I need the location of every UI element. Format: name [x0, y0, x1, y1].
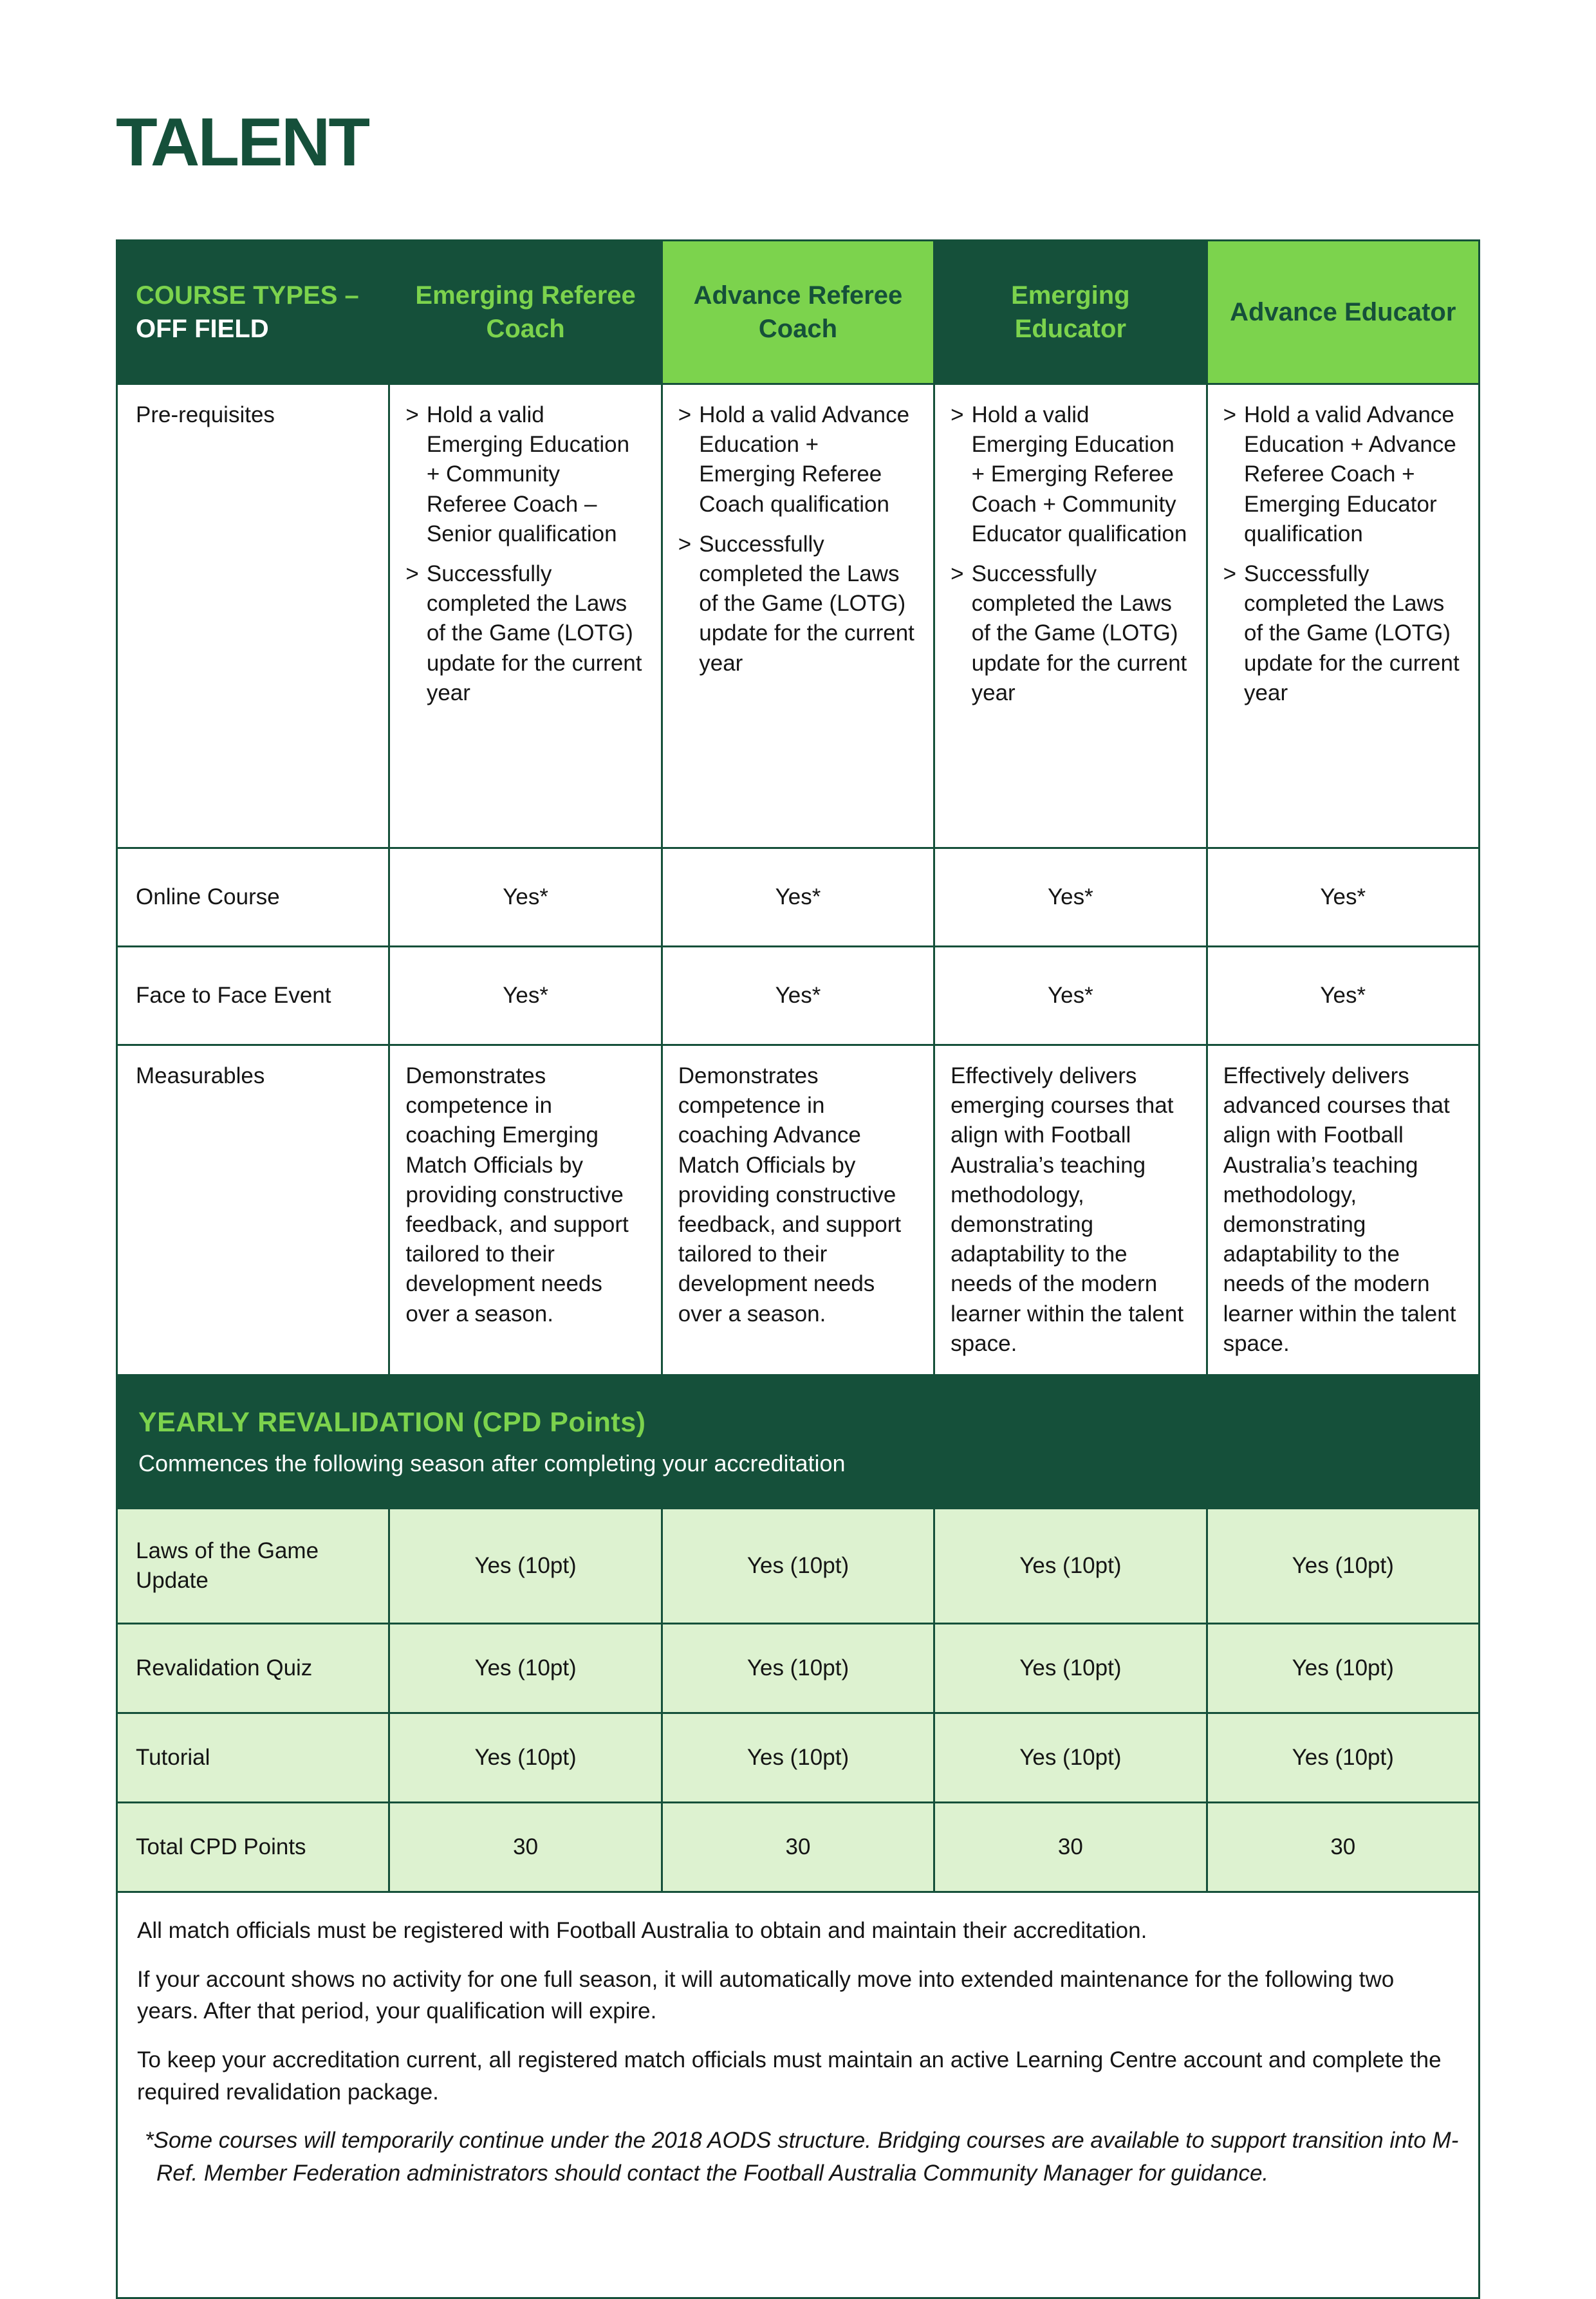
tutorial-row — [117, 1713, 1480, 1802]
laws-update-value: Yes (10pt) — [662, 1508, 934, 1623]
header-advance-educator: Advance Educator — [1207, 241, 1479, 384]
laws-update-value: Yes (10pt) — [389, 1508, 662, 1623]
face-to-face-value: Yes* — [1207, 947, 1479, 1045]
bullet-item — [678, 530, 918, 678]
prerequisites-advance-referee-coach — [662, 384, 934, 848]
header-emerging-referee-coach: Emerging Referee Coach — [389, 241, 662, 384]
face-to-face-label: Face to Face Event — [117, 947, 389, 1045]
bullet-item — [1223, 400, 1463, 549]
online-course-row — [117, 848, 1480, 947]
bullet-text: Successfully completed the Laws of the Game (LOTG) update for the current year — [1244, 561, 1460, 705]
bullet-item — [405, 400, 645, 549]
note-inactivity: If your account shows no activity for one full season, it will automatically move into extended maintenance for the following two years. After that period, your qualification will expire. — [137, 1966, 1395, 2024]
revalidation-banner-row — [117, 1375, 1480, 1508]
online-course-value: Yes* — [934, 848, 1207, 947]
bullet-text: Hold a valid Emerging Education + Emerging Referee Coach + Community Educator qualification — [971, 402, 1187, 546]
total-cpd-points-value: 30 — [389, 1802, 662, 1892]
tutorial-value: Yes (10pt) — [934, 1713, 1207, 1802]
bullet-marker: > — [405, 402, 419, 427]
header-emerging-educator: Emerging Educator — [934, 241, 1207, 384]
bullet-marker: > — [951, 561, 964, 586]
total-cpd-points-row — [117, 1802, 1480, 1892]
revalidation-quiz-value: Yes (10pt) — [1207, 1623, 1479, 1713]
bullet-marker: > — [951, 402, 964, 427]
bullet-text: Successfully completed the Laws of the Game (LOTG) update for the current year — [699, 531, 914, 676]
tutorial-value: Yes (10pt) — [662, 1713, 934, 1802]
prerequisites-emerging-referee-coach — [389, 384, 662, 848]
measurables-emerging-educator: Effectively delivers emerging courses that align with Football Australia’s teaching methodology, demonstrating adaptability to the needs of the modern learner within the talent space. — [934, 1045, 1207, 1375]
bullet-marker: > — [678, 531, 692, 557]
bullet-item — [951, 400, 1190, 549]
note-registration: All match officials must be registered with Football Australia to obtain and maintain their accreditation. — [137, 1917, 1147, 1943]
header-course-types-line1: COURSE TYPES – — [136, 281, 359, 310]
bullet-item — [951, 559, 1190, 708]
revalidation-quiz-row — [117, 1623, 1480, 1713]
face-to-face-value: Yes* — [934, 947, 1207, 1045]
total-cpd-points-value: 30 — [662, 1802, 934, 1892]
page-title: TALENT — [116, 104, 369, 180]
laws-update-value: Yes (10pt) — [934, 1508, 1207, 1623]
revalidation-quiz-value: Yes (10pt) — [934, 1623, 1207, 1713]
header-course-types-line2: OFF FIELD — [136, 315, 269, 343]
measurables-label: Measurables — [117, 1045, 389, 1375]
face-to-face-value: Yes* — [389, 947, 662, 1045]
bullet-item — [405, 559, 645, 708]
course-types-table — [116, 239, 1480, 2299]
prerequisites-advance-educator — [1207, 384, 1479, 848]
total-cpd-points-value: 30 — [1207, 1802, 1479, 1892]
tutorial-value: Yes (10pt) — [389, 1713, 662, 1802]
online-course-value: Yes* — [1207, 848, 1479, 947]
bullet-marker: > — [405, 561, 419, 586]
online-course-value: Yes* — [662, 848, 934, 947]
revalidation-quiz-value: Yes (10pt) — [662, 1623, 934, 1713]
bullet-text: Hold a valid Advance Education + Advance Referee Coach + Emerging Educator qualification — [1244, 402, 1456, 546]
bullet-marker: > — [678, 402, 692, 427]
measurables-emerging-referee-coach: Demonstrates competence in coaching Emerging Match Officials by providing constructive feedback, and support tailored to their development needs over a season. — [389, 1045, 662, 1375]
revalidation-quiz-label: Revalidation Quiz — [117, 1623, 389, 1713]
laws-of-the-game-update-row — [117, 1508, 1480, 1623]
header-advance-referee-coach: Advance Referee Coach — [662, 241, 934, 384]
revalidation-banner-subtitle: Commences the following season after completing your accreditation — [138, 1450, 846, 1477]
tutorial-label: Tutorial — [117, 1713, 389, 1802]
tutorial-value: Yes (10pt) — [1207, 1713, 1479, 1802]
bullet-marker: > — [1223, 561, 1237, 586]
laws-update-value: Yes (10pt) — [1207, 1508, 1479, 1623]
measurables-advance-referee-coach: Demonstrates competence in coaching Advance Match Officials by providing constructive feedback, and support tailored to their development needs over a season. — [662, 1045, 934, 1375]
revalidation-banner — [117, 1375, 1480, 1508]
prerequisites-label: Pre-requisites — [117, 384, 389, 848]
bullet-text: Successfully completed the Laws of the Game (LOTG) update for the current year — [426, 561, 642, 705]
measurables-row — [117, 1045, 1480, 1375]
bullet-text: Successfully completed the Laws of the Game (LOTG) update for the current year — [971, 561, 1187, 705]
revalidation-quiz-value: Yes (10pt) — [389, 1623, 662, 1713]
footer-notes — [117, 1892, 1480, 2298]
bullet-text: Hold a valid Emerging Education + Community Referee Coach – Senior qualification — [426, 402, 630, 546]
note-revalidation-package: To keep your accreditation current, all registered match officials must maintain an active Learning Centre account and complete the required revalidation package. — [137, 2047, 1442, 2105]
footer-notes-row — [117, 1892, 1480, 2298]
laws-of-the-game-update-label: Laws of the Game Update — [117, 1508, 389, 1623]
online-course-value: Yes* — [389, 848, 662, 947]
total-cpd-points-value: 30 — [934, 1802, 1207, 1892]
prerequisites-row — [117, 384, 1480, 848]
table-header-row — [117, 241, 1480, 384]
bullet-item — [1223, 559, 1463, 708]
total-cpd-points-label: Total CPD Points — [117, 1802, 389, 1892]
measurables-advance-educator: Effectively delivers advanced courses that align with Football Australia’s teaching methodology, demonstrating adaptability to the needs of the modern learner within the talent space. — [1207, 1045, 1479, 1375]
prerequisites-emerging-educator — [934, 384, 1207, 848]
face-to-face-value: Yes* — [662, 947, 934, 1045]
face-to-face-row — [117, 947, 1480, 1045]
online-course-label: Online Course — [117, 848, 389, 947]
footnote-aods: *Some courses will temporarily continue under the 2018 AODS structure. Bridging courses are available to support transition into M-Ref. Member Federation administrators should contact the Football Australia Community Manager for guidance. — [145, 2128, 1459, 2186]
revalidation-banner-title: YEARLY REVALIDATION (CPD Points) — [138, 1406, 646, 1438]
bullet-marker: > — [1223, 402, 1237, 427]
bullet-text: Hold a valid Advance Education + Emerging Referee Coach qualification — [699, 402, 910, 517]
bullet-item — [678, 400, 918, 519]
header-course-types-cell — [117, 241, 389, 384]
